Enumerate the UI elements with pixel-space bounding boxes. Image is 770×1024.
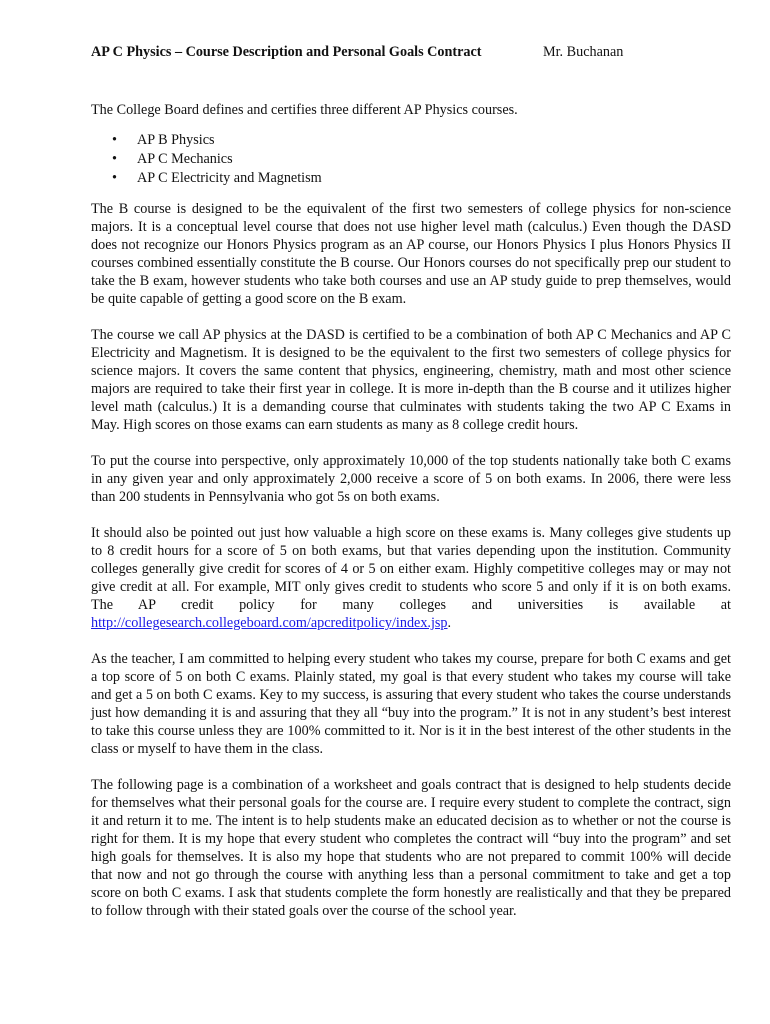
list-item: • AP C Mechanics	[91, 150, 731, 169]
paragraph-credit	[91, 524, 731, 632]
intro-sentence: The College Board defines and certifies three different AP Physics courses.	[91, 102, 518, 118]
document-title: AP C Physics – Course Description and Personal Goals Contract	[91, 44, 482, 60]
course-list	[91, 131, 731, 188]
document-header	[91, 44, 731, 64]
paragraph-perspective: To put the course into perspective, only approximately 10,000 of the top students nationally take both C exams in any given year and only approximately 2,000 receive a score of 5 on both exams. In 2006, there were less than 200 students in Pennsylvania who got 5s on both exams.	[91, 453, 731, 505]
paragraph-teacher-commitment: As the teacher, I am committed to helping every student who takes my course, prepare for both C exams and get a top score of 5 on both C exams. Plainly stated, my goal is that every student who takes my course will take and get a 5 on both C exams. Key to my success, is assuring that every student who takes the course understands just how demanding it is and assuring that they all “buy into the program.” It is not in any student’s best interest to take this course unless they are 100% committed to it. Nor is it in the best interest of the other students in the class or myself to have them in the class.	[91, 651, 731, 757]
document-page	[91, 44, 731, 920]
paragraph-credit-text: It should also be pointed out just how valuable a high score on these exams is. Many colleges give students up to 8 credit hours for a score of 5 on both exams, but that varies depending upon the institution. Community colleges generally give credit for scores of 4 or 5 on either exam. Highly competitive colleges may or may not give credit at all. For example, MIT only gives credit to students who score 5 and only if it is on both exams. The AP credit policy for many colleges and universities is available at	[91, 525, 731, 613]
paragraph-c-course: The course we call AP physics at the DASD is certified to be a combination of both AP C Mechanics and AP C Electricity and Magnetism. It is designed to be the equivalent to the first two semesters of college physics for science majors. It covers the same content that physics, engineering, chemistry, math and most other science majors are required to take their first year in college. It is more in-depth than the B course and it utilizes higher level math (calculus.) It is a demanding course that culminates with students taking the two AP C Exams in May. High scores on those exams can earn students as many as 8 college credit hours.	[91, 327, 731, 433]
document-author: Mr. Buchanan	[543, 44, 624, 60]
list-item: • AP C Electricity and Magnetism	[91, 169, 731, 188]
paragraph-contract: The following page is a combination of a worksheet and goals contract that is designed to help students decide for themselves what their personal goals for the course are. I require every student to complete the contract, sign it and return it to me. The intent is to help students make an educated decision as to whether or not the course is right for them. It is my hope that every student who completes the contract will “buy into the program” and set high goals for themselves. It is also my hope that students who are not prepared to commit 100% will decide that now and not go through the course with anything less than a personal commitment to take and get a top score on both C exams. I ask that students complete the form honestly are realistically and that they be prepared to follow through with their stated goals over the course of the school year.	[91, 777, 731, 919]
credit-policy-link[interactable]: http://collegesearch.collegeboard.com/apcreditpolicy/index.jsp	[91, 615, 448, 631]
body-text	[91, 200, 731, 920]
paragraph-b-course: The B course is designed to be the equivalent of the first two semesters of college physics for non-science majors. It is a conceptual level course that does not use higher level math (calculus.) Even though the DASD does not recognize our Honors Physics program as an AP course, our Honors Physics I plus Honors Physics II courses combined essentially constitute the B course. Our Honors courses do not specifically prep our student to take the B exam, however students who take both courses and use an AP study guide to prep themselves, would be quite capable of getting a good score on the B exam.	[91, 201, 731, 307]
paragraph-credit-end: .	[447, 615, 452, 631]
list-item: • AP B Physics	[91, 131, 731, 150]
